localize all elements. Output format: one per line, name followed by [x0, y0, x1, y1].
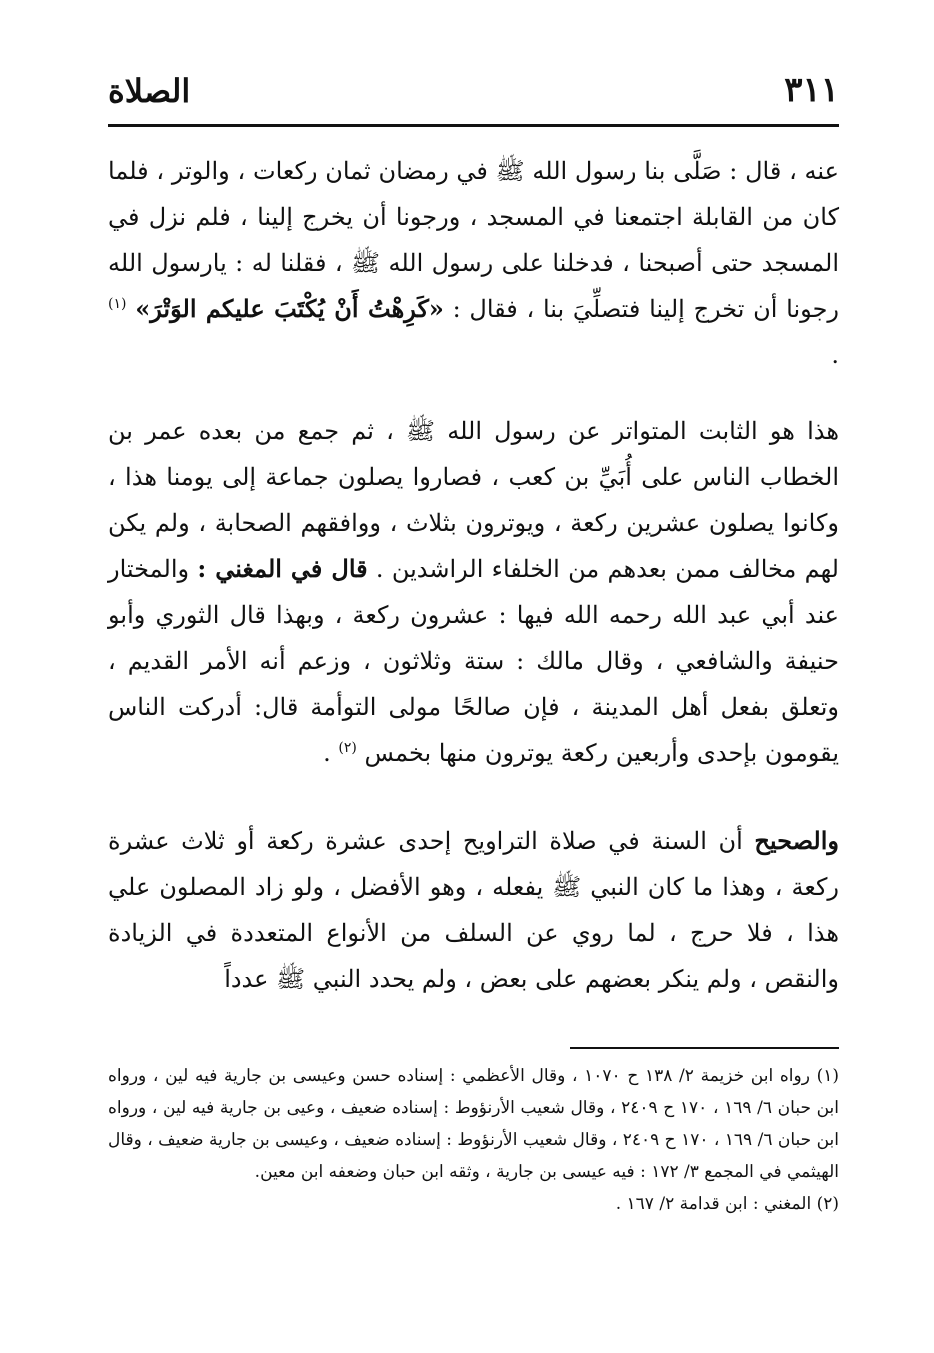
footnote-marker-1[interactable]: (١) [108, 296, 127, 312]
paragraph-2-tail: . [323, 739, 331, 767]
paragraph-1-text: عنه ، قال : صَلَّى بنا رسول الله ﷺ في رمضان ثمان ركعات ، والوتر ، فلما كان من القابلة اجتمعنا في المسجد ، ورجونا أن يخرج إلينا ، فلم نزل في المسجد حتى أصبحنا ، فدخلنا على رسول الله ﷺ ، فقلنا له : يارسول الله رجونا أن تخرج إلينا فتصلِّيَ بنا ، فقال : [108, 157, 839, 323]
footnote-1: (١) رواه ابن خزيمة ٢/ ١٣٨ ح ١٠٧٠ ، وقال الأعظمي : إسناده حسن وعيسى بن جارية فيه لين ، ورواه ابن حبان ٦/ ١٦٩ ، ١٧٠ ح ٢٤٠٩ ، وقال شعيب الأرنؤوط : إسناده ضعيف ، وعيى بن جارية فيه لين ، ورواه ابن حبان ٦/ ١٦٩ ، ١٧٠ ح ٢٤٠٩ ، وقال شعيب الأرنؤوط : إسناده ضعيف ، وعيسى بن جارية ضعيف ، وقال الهيثمي في المجمع ٣/ ١٧٢ : فيه عيسى بن جارية ، وثقه ابن حبان وضعفه ابن معين. [108, 1066, 839, 1182]
footnote-2: (٢) المغني : ابن قدامة ٢/ ١٦٧ . [615, 1194, 839, 1214]
paragraph-3-text: أن السنة في صلاة التراويح إحدى عشرة ركعة أو ثلاث عشرة ركعة ، وهذا ما كان النبي ﷺ يفعله ، وهو الأفضل ، ولو زاد المصلون علي هذا ، فلا حرج ، لما روي عن السلف من الأنواع المتعددة في الزيادة والنقص ، ولم ينكر بعضهم على بعض ، ولم يحدد النبي ﷺ عدداً [108, 827, 839, 993]
header-rule [108, 124, 839, 127]
source-reference: قال في المغني : [197, 554, 368, 583]
chapter-title: الصلاة [108, 72, 191, 110]
page-header [108, 70, 839, 120]
paragraph-1 [108, 148, 839, 378]
paragraph-3-lead: والصحيح [754, 826, 839, 855]
hadith-quote: «كَرِهْتُ أَنْ يُكْتَبَ عليكم الوَتْرَ» [135, 294, 444, 323]
footnote-marker-2[interactable]: (٢) [338, 740, 357, 756]
paragraph-2-text-b: والمختار عند أبي عبد الله رحمه الله فيها : عشرون ركعة ، وبهذا قال الثوري وأبو حنيفة والشافعي ، وقال مالك : ستة وثلاثون ، وزعم أنه الأمر القديم ، وتعلق بفعل أهل المدينة ، فإن صالحًا مولى التوأمة قال: أدركت الناس يقومون بإحدى وأربعين ركعة يوترون منها بخمس [108, 555, 840, 767]
footnote-rule [570, 1047, 839, 1049]
paragraph-1-tail: . [831, 341, 839, 369]
paragraph-3 [108, 818, 839, 1002]
paragraph-2 [108, 408, 839, 776]
page-number: ٣١١ [784, 70, 839, 110]
paragraph-2-text-a: هذا هو الثابت المتواتر عن رسول الله ﷺ ، ثم جمع من بعده عمر بن الخطاب الناس على أُبَيِّ بن كعب ، فصاروا يصلون جماعة إلى يومنا هذا ، وكانوا يصلون عشرين ركعة ، ويوترون بثلاث ، ووافقهم الصحابة ، ولم يكن لهم مخالف ممن بعدهم من الخلفاء الراشدين . [108, 417, 839, 583]
footnotes [108, 1060, 839, 1220]
